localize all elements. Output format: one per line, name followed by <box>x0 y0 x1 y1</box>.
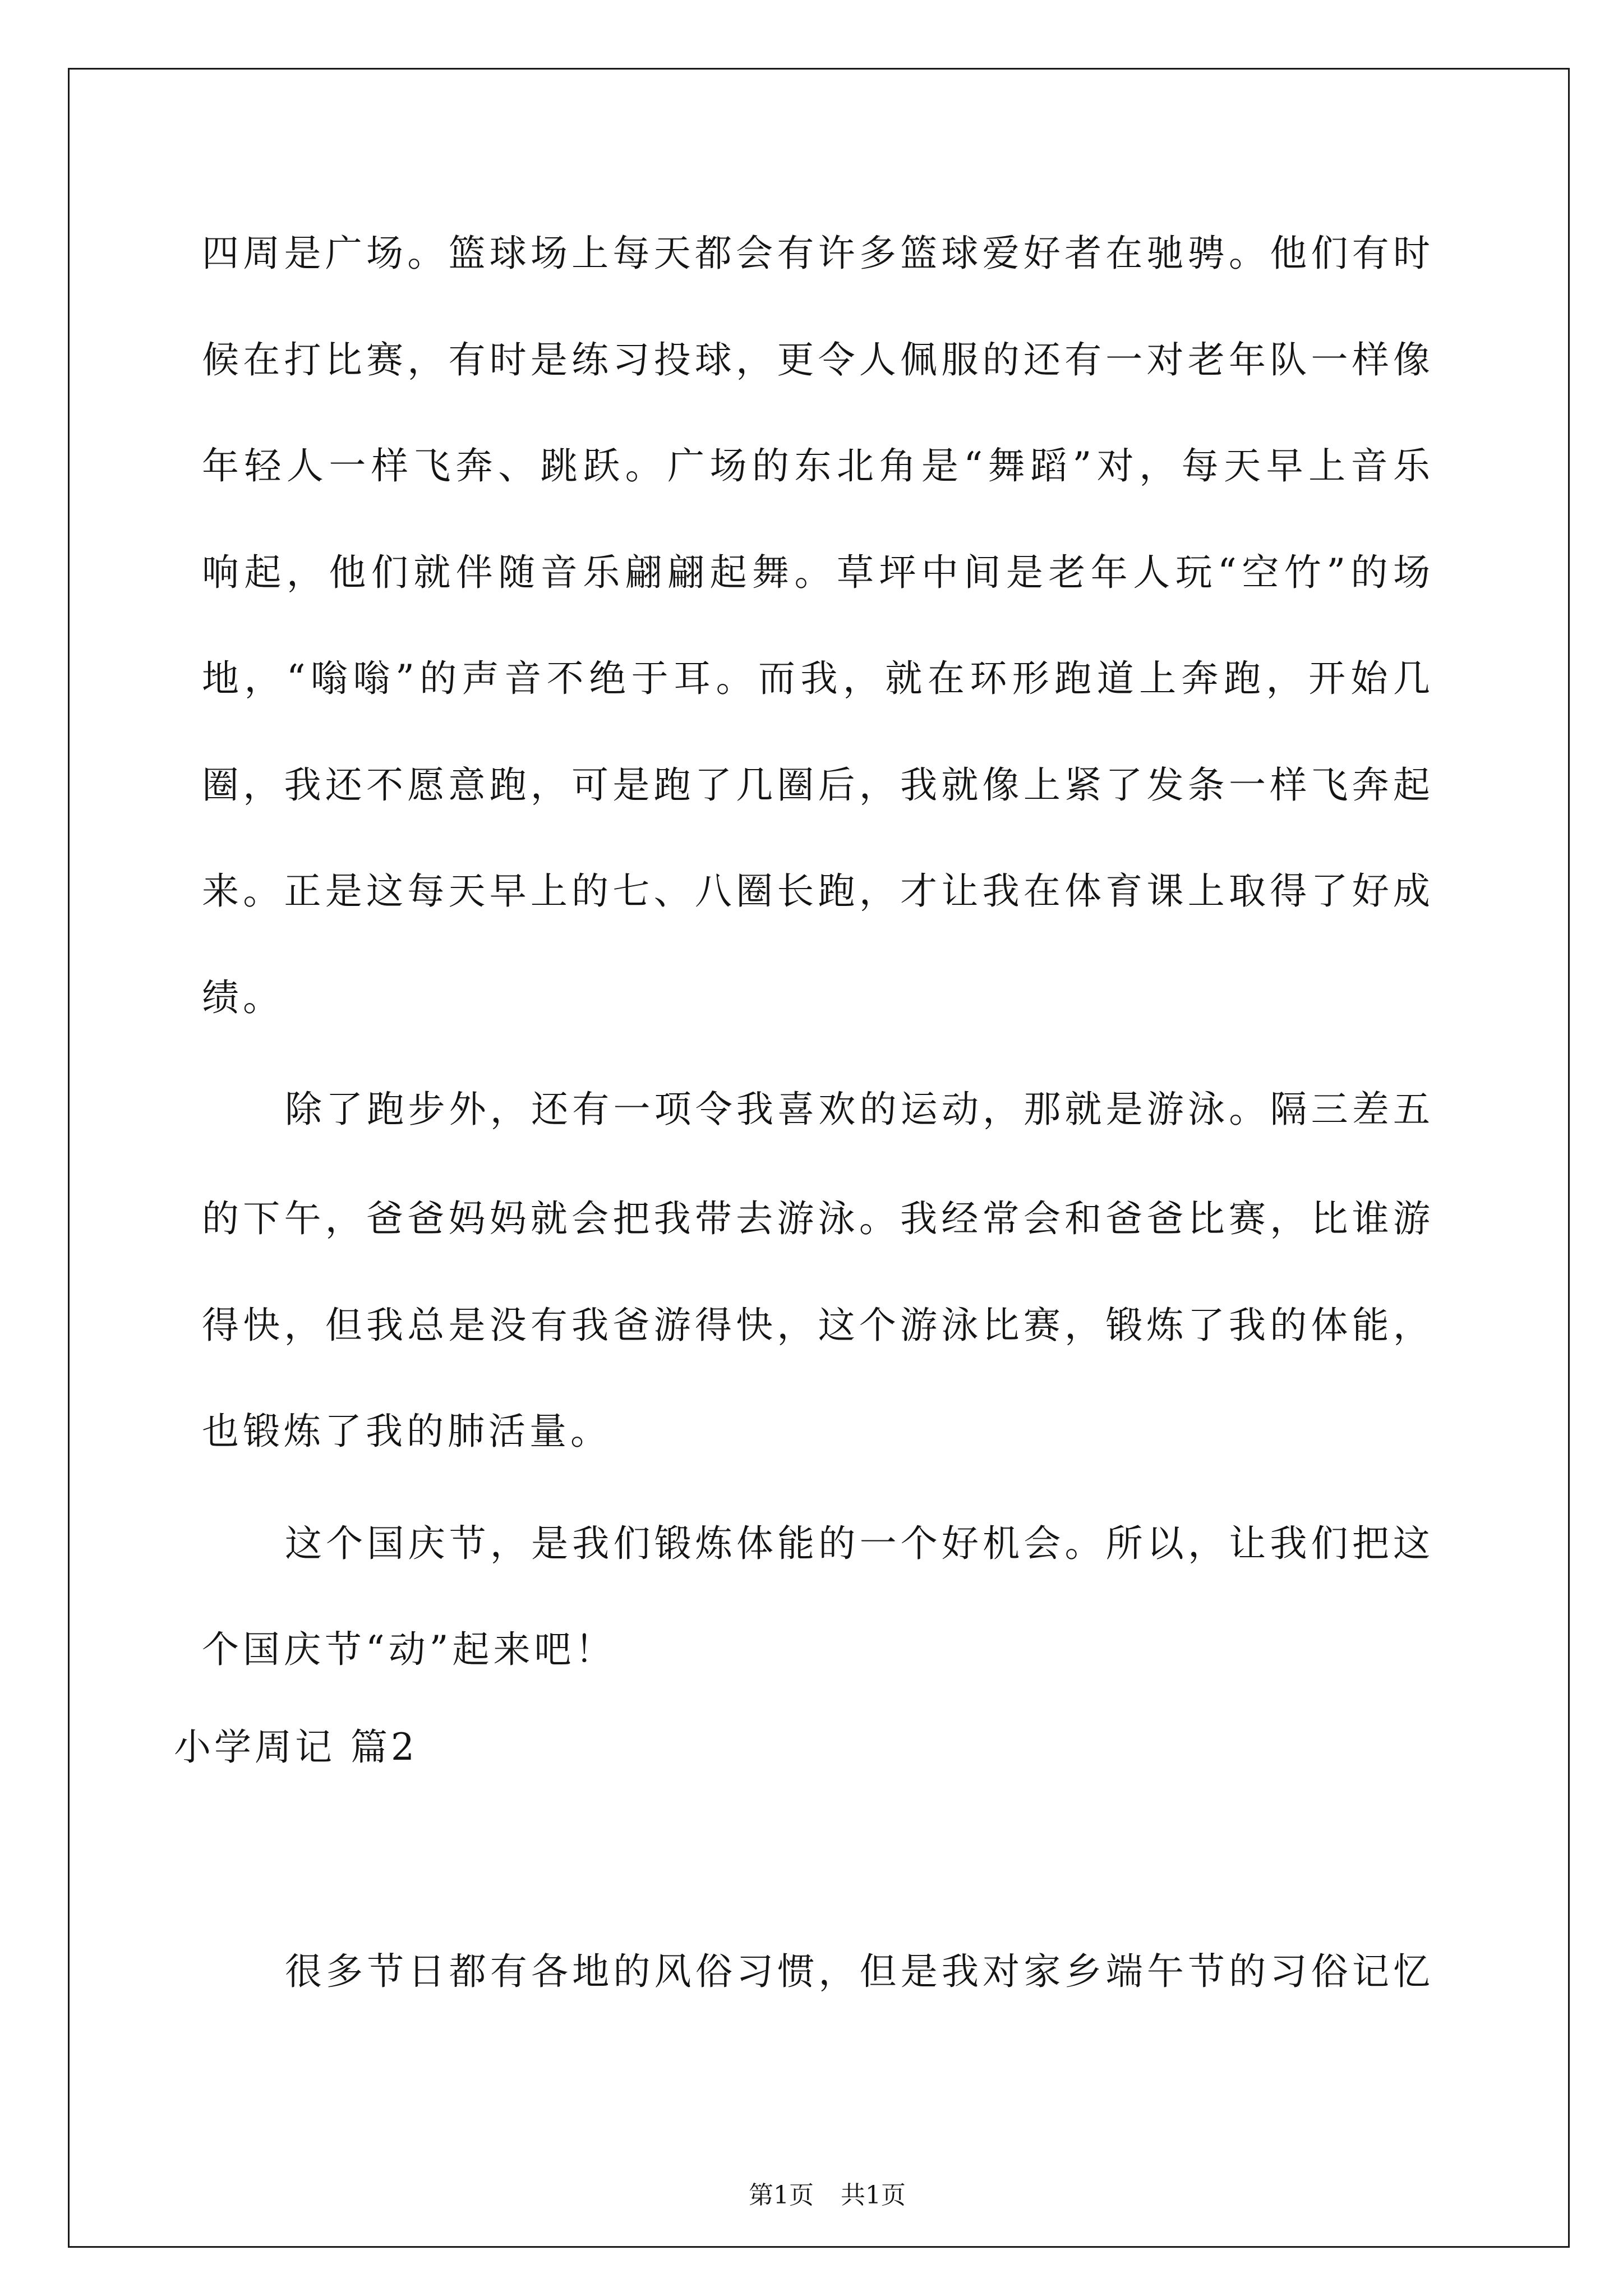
paragraph-line: 圈，我还不愿意跑，可是跑了几圈后，我就像上紧了发条一样飞奔起 <box>202 763 1434 807</box>
paragraph-line: 地，“嗡嗡”的声音不绝于耳。而我，就在环形跑道上奔跑，开始几 <box>202 657 1434 700</box>
paragraph-line: 也锻炼了我的肺活量。 <box>202 1410 611 1453</box>
paragraph-line: 这个国庆节，是我们锻炼体能的一个好机会。所以，让我们把这 <box>285 1522 1434 1565</box>
paragraph-line: 除了跑步外，还有一项令我喜欢的运动，那就是游泳。隔三差五 <box>285 1088 1434 1131</box>
page-border <box>68 68 1570 2248</box>
current-page-label: 第1页 <box>748 2181 814 2210</box>
paragraph-line: 得快，但我总是没有我爸游得快，这个游泳比赛，锻炼了我的体能， <box>202 1304 1434 1347</box>
total-pages-label: 共1页 <box>840 2181 906 2210</box>
paragraph-line: 来。正是这每天早上的七、八圈长跑，才让我在体育课上取得了好成 <box>202 869 1434 913</box>
paragraph-line: 个国庆节“动”起来吧！ <box>202 1628 616 1671</box>
paragraph-line: 很多节日都有各地的风俗习惯，但是我对家乡端午节的习俗记忆 <box>285 1950 1434 1993</box>
section-heading: 小学周记 篇2 <box>174 1726 418 1769</box>
page-footer <box>0 2145 1623 2210</box>
paragraph-line: 四周是广场。篮球场上每天都会有许多篮球爱好者在驰骋。他们有时 <box>202 232 1434 275</box>
paragraph-line: 绩。 <box>202 976 284 1019</box>
paragraph-line: 候在打比赛，有时是练习投球，更令人佩服的还有一对老年队一样像 <box>202 338 1434 381</box>
paragraph-line: 响起，他们就伴随音乐翩翩起舞。草坪中间是老年人玩“空竹”的场 <box>202 551 1434 594</box>
paragraph-line: 的下午，爸爸妈妈就会把我带去游泳。我经常会和爸爸比赛，比谁游 <box>202 1197 1434 1240</box>
paragraph-line: 年轻人一样飞奔、跳跃。广场的东北角是“舞蹈”对，每天早上音乐 <box>202 444 1434 487</box>
